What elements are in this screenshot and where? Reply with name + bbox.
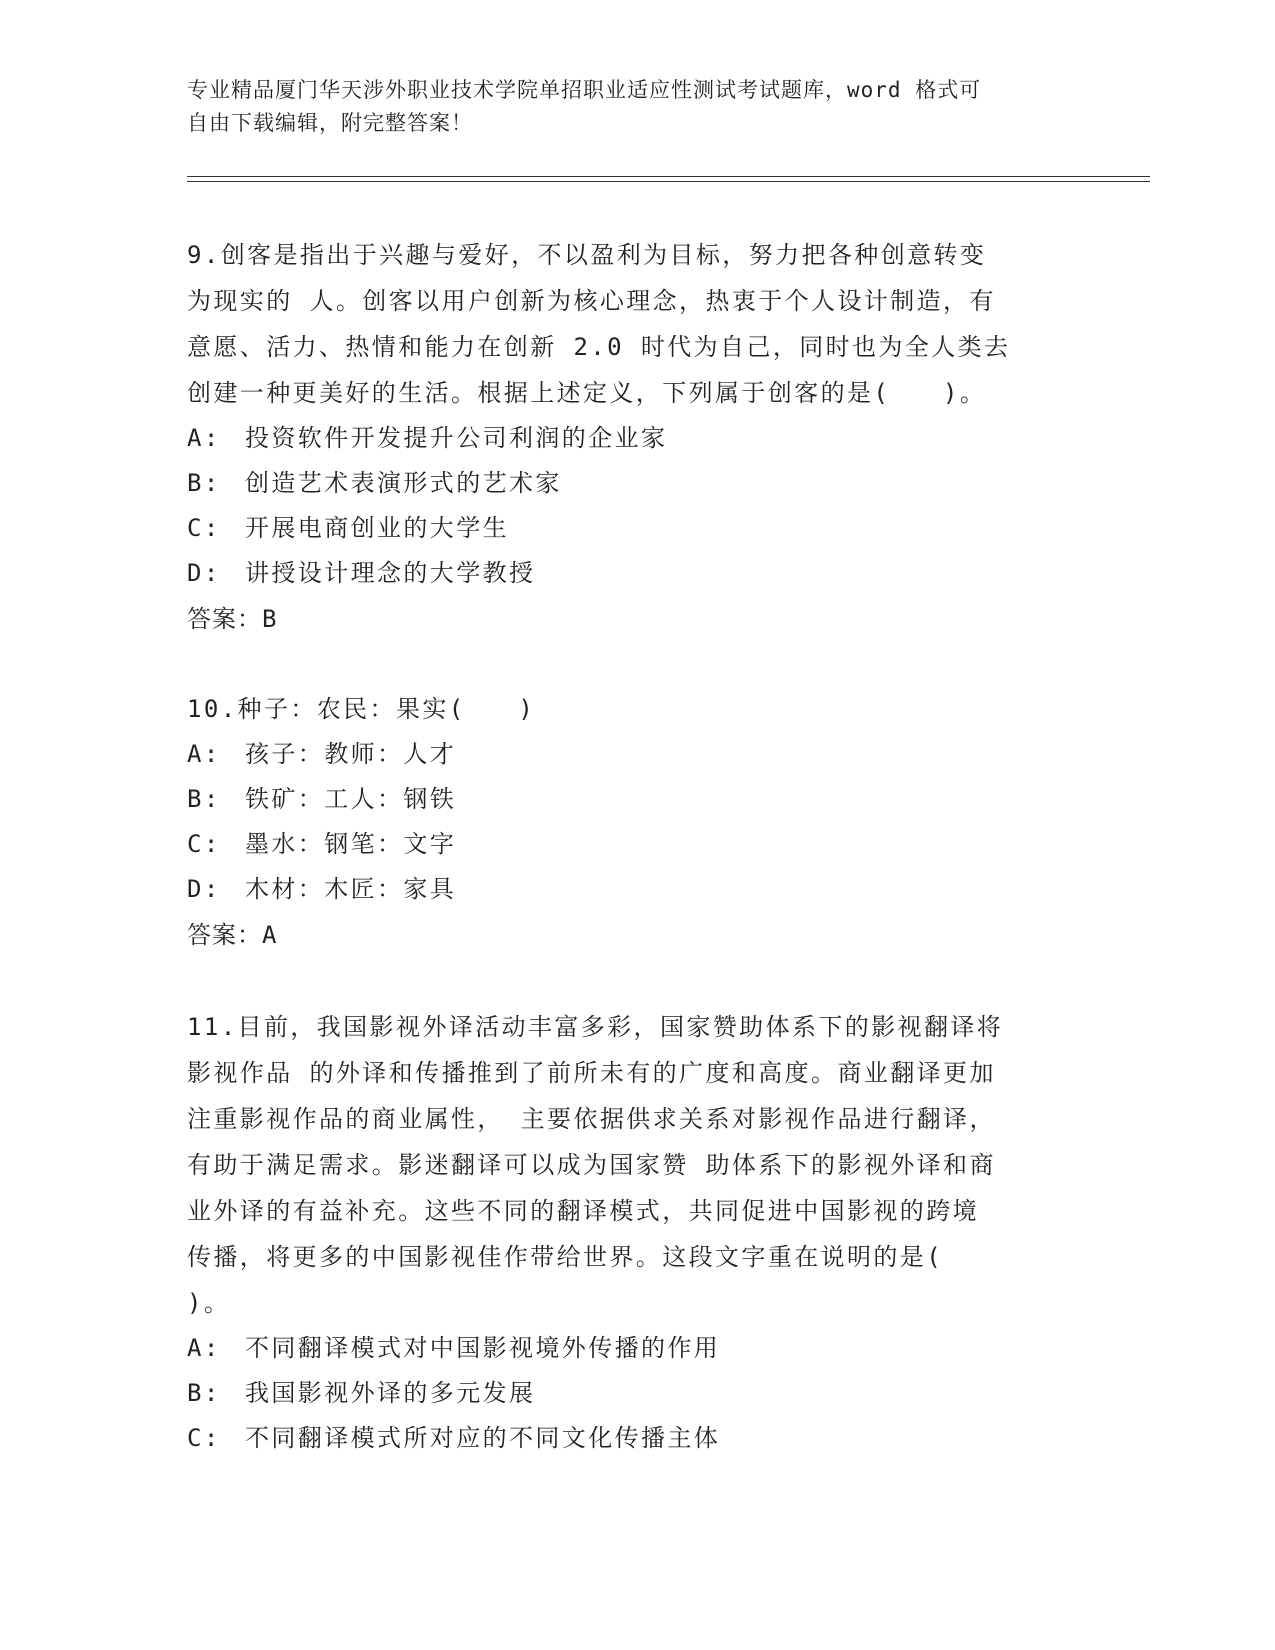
document-header: 专业精品厦门华天涉外职业技术学院单招职业适应性测试考试题库，word 格式可 自由下载编辑，附完整答案！ — [187, 78, 982, 135]
option-key: A: — [187, 424, 221, 452]
question-stem: 9.创客是指出于兴趣与爱好，不以盈利为目标，努力把各种创意转变 为现实的 人。创客以用户创新为核心理念，热衷于个人设计制造，有 意愿、活力、热情和能力在创新 2.0 时代为自己，同时也为全人类去 创建一种更美好的生活。根据上述定义，下列属于创客的是( )。 — [187, 241, 1011, 407]
option-text: 孩子：教师：人才 — [245, 740, 457, 768]
header-divider-bottom — [187, 181, 1150, 182]
option-d — [187, 551, 1087, 596]
option-text: 讲授设计理念的大学教授 — [245, 559, 536, 587]
question-10 — [187, 686, 1087, 958]
answer-line: 答案：A — [187, 921, 278, 949]
option-b — [187, 777, 1087, 822]
option-text: 创造艺术表演形式的艺术家 — [245, 469, 562, 497]
option-text: 开展电商创业的大学生 — [245, 514, 509, 542]
option-key: B: — [187, 469, 221, 497]
option-key: A: — [187, 740, 221, 768]
option-text: 木材：木匠：家具 — [245, 875, 457, 903]
question-stem: 10.种子：农民：果实( ) — [187, 695, 536, 723]
question-9 — [187, 232, 1087, 642]
question-stem: 11.目前，我国影视外译活动丰富多彩，国家赞助体系下的影视翻译将 影视作品 的外译和传播推到了前所未有的广度和高度。商业翻译更加 注重影视作品的商业属性， 主要依据供求关系对影视作品进行翻译， 有助于满足需求。影迷翻译可以成为国家赞 助体系下的影视外译和商 业外译的有益补充。这些不同的翻译模式，共同促进中国影视的跨境 传播，将更多的中国影视佳作带给世界。这段文字重在说明的是( )。 — [187, 1013, 1004, 1317]
option-key: D: — [187, 559, 221, 587]
option-d — [187, 867, 1087, 912]
option-a — [187, 1326, 1087, 1371]
option-c — [187, 822, 1087, 867]
header-divider-top — [187, 176, 1150, 177]
option-key: D: — [187, 875, 221, 903]
option-a — [187, 732, 1087, 777]
option-c — [187, 1416, 1087, 1461]
option-b — [187, 1371, 1087, 1416]
option-text: 不同翻译模式所对应的不同文化传播主体 — [245, 1424, 721, 1452]
option-key: B: — [187, 785, 221, 813]
option-text: 铁矿：工人：钢铁 — [245, 785, 457, 813]
option-text: 投资软件开发提升公司利润的企业家 — [245, 424, 668, 452]
option-text: 我国影视外译的多元发展 — [245, 1379, 536, 1407]
option-a — [187, 416, 1087, 461]
option-key: C: — [187, 830, 221, 858]
option-c — [187, 506, 1087, 551]
option-text: 不同翻译模式对中国影视境外传播的作用 — [245, 1334, 721, 1362]
option-key: B: — [187, 1379, 221, 1407]
question-11 — [187, 1004, 1087, 1461]
option-text: 墨水：钢笔：文字 — [245, 830, 457, 858]
option-key: A: — [187, 1334, 221, 1362]
answer-line: 答案：B — [187, 605, 278, 633]
option-key: C: — [187, 514, 221, 542]
option-b — [187, 461, 1087, 506]
option-key: C: — [187, 1424, 221, 1452]
